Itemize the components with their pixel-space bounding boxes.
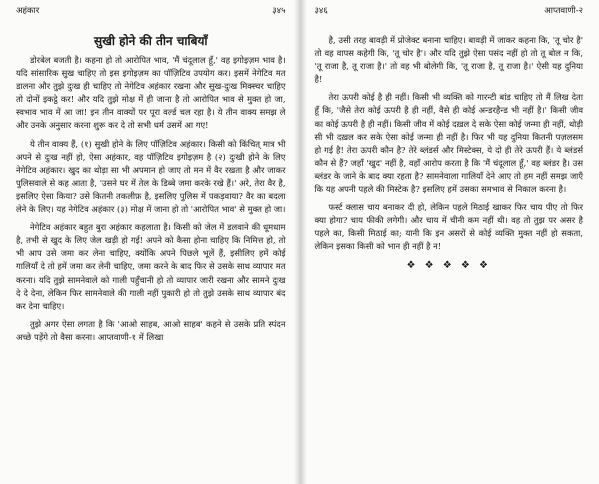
right-page-header [315,6,584,18]
paragraph: नेगेटिव अहंकार बहुत बुरा अहंकार कहलाता है। किसी को जेल में डलवाने की धूमधाम है, तभी से खुद के लिए जेल खड़ी हो गई! अपने को कैसा होना चाहिए कि निमित्त हो, तो भी आप उसे जमा कर लेना चाहिए, क्योंकि अपने पिछले भूलें हैं, इसीलिए हमें कोई गालियाँ दे तो हमें जमा कर लेनी चाहिए, जमा करने के बाद फिर से उसके साथ व्यापार मत करना। यदि तुझे सामनेवाले को गाली पहुँचानी हो तो व्यापार जारी रखना और सामने दुःख दे दे देना, लेकिन फिर सामनेवाले की गाली नहीं पुकारी हो तो तुझे उसके साथ व्यापार बंद कर देना चाहिए। [16,222,286,311]
gutter-shadow [301,0,307,484]
left-page-header [16,6,286,18]
paragraph: तुझे अगर ऐसा लगता है कि 'आओ साहब, आओ साहब' कहने से उसके प्रति स्पंदन अच्छे पड़ेंगे तो वैसा करना। आप्तवाणी-१ में लिखा [16,318,286,342]
paragraph: तेरा ऊपरी कोई है ही नहीं। किसी भी व्यक्ति को गारन्टी बांड चाहिए तो मैं लिख देता हूँ कि, 'जैसे तेरा कोई ऊपरी है ही नहीं, वैसे ही कोई अन्डरहैन्ड भी नहीं है।' किसी जीव का कोई ऊपरी है ही नहीं। किसी जीव में कोई दख़ल दे सके ऐसा कोई जन्मा ही नहीं, थोड़ी सी भी दख़ल कर सके ऐसा कोई जन्मा ही नहीं है। फिर भी यह दुनिया कितनी पज़लसम हो गई है! तेरा ऊपरी कौन है? तेरे ब्लंडर्स और मिस्टेक्स, ये दो ही तेरे ऊपरी हैं। ये ब्लंडर्स कौन से हैं? जहाँ 'खुद' नहीं है, वहाँ आरोप करता है कि 'मैं चंदूलाल हूँ,' वह ब्लंडर है। उस ब्लंडर के जाने के बाद क्या रहता है? सामनेवाला गालियाँ देने आए तो हम नहीं समझ जाएँ कि यह अपनी पहले की मिस्टेक है? इसलिए हमें उसका समभाव से निकाल करना है। [314,92,583,195]
paragraph: फर्स्ट क्लास चाय बनाकर दी हो, लेकिन पहले मिठाई खाकर फिर चाय पीए तो फिर क्या होगा? चाय फीकी लगेगी। और चाय में चीनी कम नहीं थी। वह तो तुझ पर असर है पहले का, किसी मिठाई का; यानी कि इन असरों से कोई व्यक्ति मुक्त नहीं हो सकता, लेकिन इसका किसी को भान ही नहीं है न! [314,202,583,252]
chapter-title: सुखी होने की तीन चाबियाँ [93,34,208,48]
paragraph: डोरबेल बजती है। कहना हो तो आरोपित भाव, 'मैं चंदूलाल हूँ,' वह इगोइज़म भाव है। यदि सांसारिक सुख चाहिए तो इस इगोइज़म का पॉज़िटिव उपयोग कर। इसमें नेगेटिव मत डालना और तुझे दुःख ही चाहिए तो नेगेटिव अहंकार रखना और सुख-दुःख मिक्स्चर चाहिए तो दोनों इकट्ठे कर! और यदि तुझे मोक्ष में ही जाना है तो आरोपित भाव से मुक्त हो जा, स्वभाव भाव में आ जा! इन तीन वाक्यों पर पूरा वर्ल्ड चल रहा है। ये तीन वाक्य समझ ले और उनके अनुसार करना शुरू कर दे तो सभी धर्म उसमें आ गए! [16,55,286,131]
paragraph: है, उसी तरह बावड़ी में प्रोजेक्ट बनाना चाहिए। बावड़ी में जाकर कहना कि, 'तू चोर है' तो वह वापस कहेगी कि, 'तू चोर है'। और यदि तुझे ऐसा पसंद नहीं हो तो तू बोल न कि, 'तू राजा है, तू राजा है।' तो वह भी बोलेगी कि, 'तू राजा है, तू राजा है।' ऐसी यह दुनिया है! [314,35,583,85]
right-page [300,0,599,484]
page-number: ३४५ [272,6,286,16]
section-end-ornament: ❖ ❖ ❖ ❖ ❖ [406,259,492,271]
paragraph: ये तीन वाक्य हैं, (१) सुखी होने के लिए पॉज़िटिव अहंकार। किसी को किंचित्‌ मात्र भी अपने से दुःख नहीं हो, ऐसा अहंकार, वह पॉज़िटिव इगोइज़म है (२) दुःखी होने के लिए नेगेटिव अहंकार। खुद का थोड़ा सा भी अपमान हो जाए तो मन में वैर रखता है और जाकर पुलिसवाले से कह आता है, 'उसने घर में तेल के डिब्बे जमा करके रखे हैं।' अरे, तेरा वैर है, इसलिए ऐसा किया? उसे कितनी तकलीफ़ है, इसलिए पुलिस में पकड़वाया? वैर का बदला लेने के लिए। यह नेगेटिव अहंकार (३) मोक्ष में जाना हो तो 'आरोपित भाव' से मुक्त हो जा। [16,138,286,215]
running-head: अहंकार [16,6,40,16]
page-number: ३४६ [314,6,328,16]
running-head: आप्तवाणी-२ [544,6,583,16]
